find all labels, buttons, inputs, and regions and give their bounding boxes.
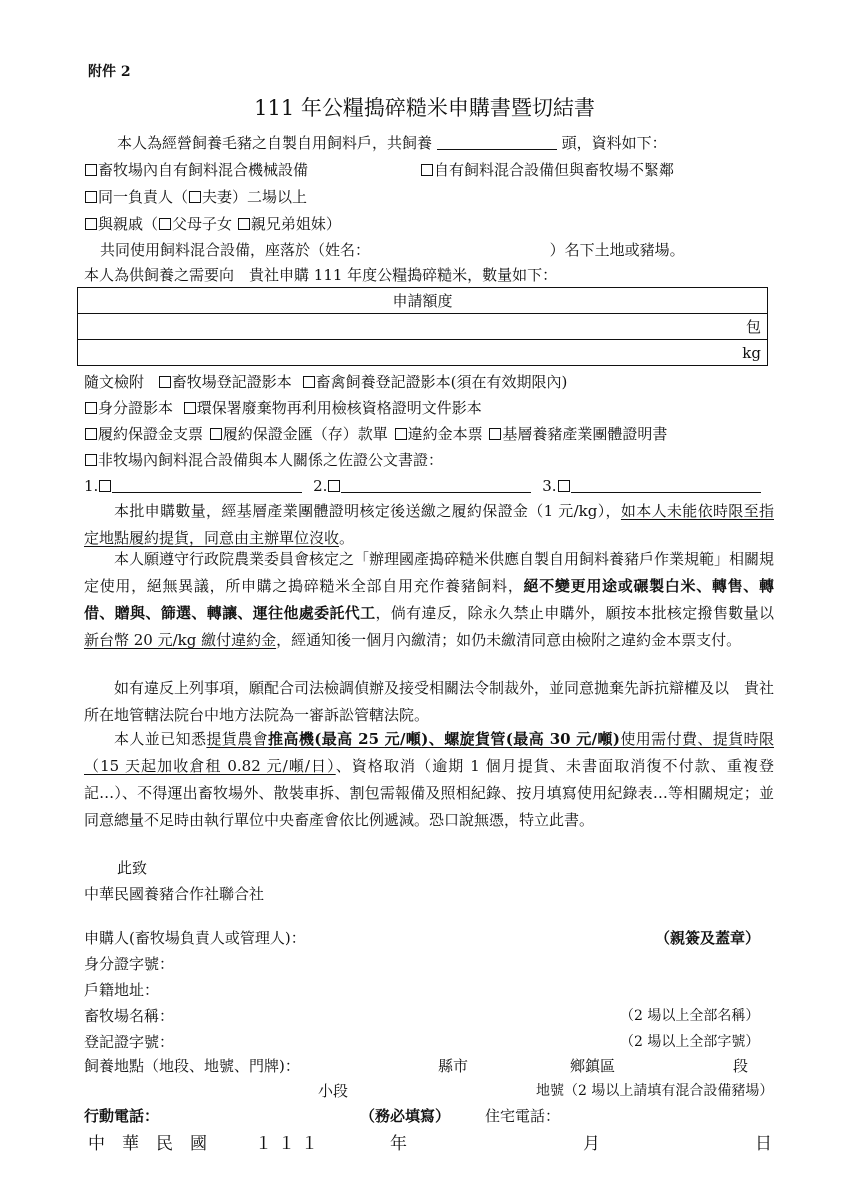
doc-2-field[interactable] — [341, 478, 531, 493]
date-day-label: 日 — [755, 1134, 772, 1154]
home-phone-label: 住宅電話： — [485, 1107, 561, 1125]
doc-3-field[interactable] — [571, 478, 761, 493]
subsection-label: 小段 — [318, 1082, 349, 1100]
attachment-label: 附件 2 — [88, 64, 131, 80]
checkbox-livestock-cert[interactable] — [303, 376, 315, 388]
option-own-mixer: 畜牧場內自有飼料混合機械設備 — [84, 160, 308, 180]
registration-label: 登記證字號： — [84, 1033, 175, 1051]
id-number-label: 身分證字號： — [84, 955, 175, 973]
checkbox-same-owner[interactable] — [85, 191, 97, 203]
lot-note: 地號（2 場以上請填有混合設備豬場） — [536, 1083, 774, 1099]
checkbox-doc-1[interactable] — [99, 480, 111, 492]
attachments-row-1: 隨文檢附 畜牧場登記證影本 畜禽飼養登記證影本(須在有效期限內) — [84, 373, 568, 391]
checkbox-note[interactable] — [395, 428, 407, 440]
applicant-name-label: 申購人(畜牧場負責人或管理人)： — [84, 929, 306, 947]
farm-name-label: 畜牧場名稱： — [84, 1007, 175, 1025]
checkbox-not-adjacent[interactable] — [421, 164, 433, 176]
request-quota-table — [77, 287, 768, 366]
terms-paragraph-4: 本人並已知悉提貨農會推高機(最高 25 元/噸)、螺旋貨管(最高 30 元/噸)使用需付費、提貨時限（15 天起加收倉租 0.82 元/噸/日）、資格取消（逾期 1 個月提貨、未書面取消復不付款、重複登記…）、不得運出畜牧場外、散裝車拆、割包需報備及照相紀錄、按月填寫使用紀錄表…等相關規定；並同意總量不足時由執行單位中央畜產會依比例遞減。恐口說無憑，特立此書。 — [84, 730, 774, 829]
checkbox-assoc[interactable] — [489, 428, 501, 440]
checkbox-own-mixer[interactable] — [85, 164, 97, 176]
address-label: 戶籍地址： — [84, 981, 160, 999]
township-label: 鄉鎮區 — [570, 1057, 616, 1075]
closing-org: 中華民國養豬合作社聯合社 — [84, 885, 265, 903]
quantity-kg-cell[interactable]: kg — [78, 340, 768, 366]
apply-line: 本人為供飼養之需要向 貴社申購 111 年度公糧搗碎糙米，數量如下： — [84, 266, 558, 284]
date-year-label: 年 — [390, 1134, 407, 1154]
section-label: 段 — [733, 1057, 749, 1075]
checkbox-farm-cert[interactable] — [159, 376, 171, 388]
sign-note: （親簽及蓋章） — [655, 929, 761, 947]
table-header: 申請額度 — [78, 288, 768, 314]
closing-to: 此致 — [117, 859, 148, 877]
checkbox-id-copy[interactable] — [85, 402, 97, 414]
date-month-label: 月 — [583, 1134, 600, 1154]
checkbox-siblings[interactable] — [238, 218, 250, 230]
terms-paragraph-1: 本批申購數量，經基層產業團體證明核定後送繳之履約保證金（1 元/kg），如本人未能依時限至指定地點履約提貨，同意由主辦單位沒收。 — [84, 502, 774, 547]
checkbox-doc-2[interactable] — [328, 480, 340, 492]
checkbox-doc-3[interactable] — [558, 480, 570, 492]
shared-location-line: 共同使用飼料混合設備，座落於（姓名： ）名下土地或豬場。 — [100, 241, 685, 259]
attachments-row-3: 履約保證金支票 履約保證金匯（存）款單 違約金本票 基層養豬產業團體證明書 — [84, 424, 667, 444]
option-not-adjacent: 自有飼料混合設備但與畜牧場不緊鄰 — [420, 160, 674, 180]
location-label: 飼養地點（地段、地號、門牌)： — [84, 1057, 300, 1075]
checkbox-check[interactable] — [85, 428, 97, 440]
page-title: 111 年公糧搗碎糙米申購書暨切結書 — [254, 96, 595, 120]
head-count-field[interactable] — [437, 135, 557, 150]
date-year-value: １１１ — [255, 1134, 324, 1154]
checkbox-remit[interactable] — [210, 428, 222, 440]
terms-paragraph-2: 本人願遵守行政院農業委員會核定之「辦理國產搗碎糙米供應自製自用飼料養豬戶作業規範」相關規定使用，絕無異議，所申購之搗碎糙米全部自用充作養豬飼料，絕不變更用途或碾製白米、轉售、轉借、贈與、篩選、轉讓、運往他處委託代工，倘有違反，除永久禁止申購外，願按本批核定撥售數量以新台幣 20 元/kg 繳付違約金，經通知後一個月內繳清；如仍未繳清同意由檢附之違約金本票支付。 — [84, 550, 775, 649]
doc-1-field[interactable] — [112, 478, 302, 493]
attachments-row-5: 1. 2. 3. — [84, 476, 761, 496]
checkbox-parent-child[interactable] — [159, 218, 171, 230]
quantity-bag-cell[interactable]: 包 — [78, 314, 768, 340]
attachments-row-2: 身分證影本 環保署廢棄物再利用檢核資格證明文件影本 — [84, 398, 482, 418]
checkbox-spouse[interactable] — [189, 191, 201, 203]
mobile-note: （務必填寫） — [360, 1107, 451, 1125]
farm-name-note: （2 場以上全部名稱） — [620, 1008, 760, 1024]
county-label: 縣市 — [438, 1057, 469, 1075]
intro-line: 本人為經營飼養毛豬之自製自用飼料戶，共飼養 頭，資料如下： — [117, 134, 667, 152]
checkbox-epa-doc[interactable] — [184, 402, 196, 414]
option-relatives: 與親戚（ 父母子女 親兄弟姐妹） — [84, 214, 341, 234]
option-same-owner: 同一負責人（ 夫妻）二場以上 — [84, 187, 307, 207]
checkbox-non-farm[interactable] — [85, 454, 97, 466]
terms-paragraph-3: 如有違反上列事項，願配合司法檢調偵辦及接受相關法令制裁外，並同意拋棄先訴抗辯權及以 貴社所在地管轄法院台中地方法院為一審訴訟管轄法院。 — [84, 679, 775, 724]
registration-note: （2 場以上全部字號） — [620, 1034, 760, 1050]
checkbox-relatives[interactable] — [85, 218, 97, 230]
date-roc-label: 中 華 民 國 — [88, 1134, 207, 1154]
attachments-row-4: 非牧場內飼料混合設備與本人關係之佐證公文書證： — [84, 450, 443, 470]
mobile-label: 行動電話： — [84, 1107, 160, 1125]
